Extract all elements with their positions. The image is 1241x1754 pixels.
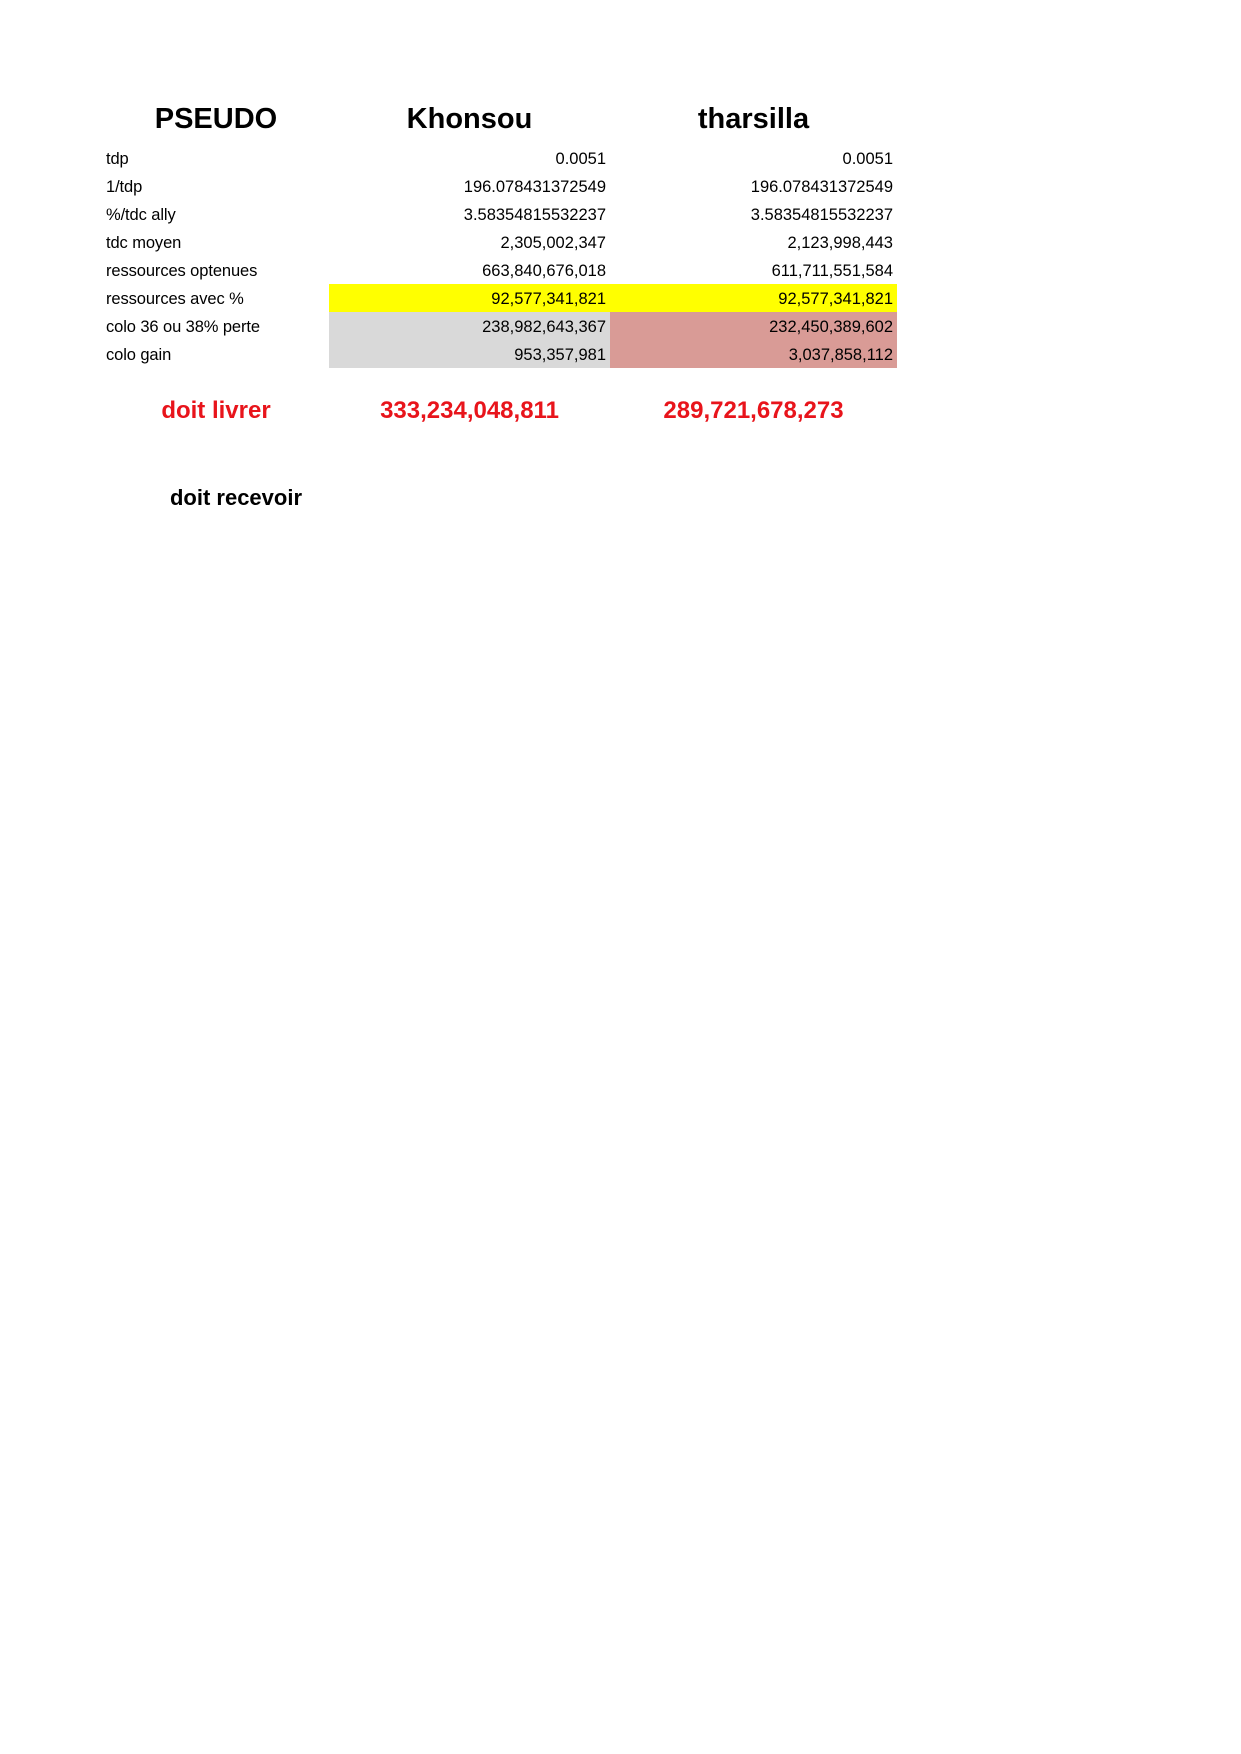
total-label-doit-livrer: doit livrer	[161, 397, 271, 424]
row-value-col2: 2,123,998,443	[787, 234, 893, 252]
row-label: ressources optenues	[106, 262, 258, 280]
row-value-col1: 0.0051	[555, 150, 606, 168]
table-row	[0, 228, 1241, 259]
label-doit-recevoir: doit recevoir	[169, 485, 303, 510]
row-value-col1: 953,357,981	[514, 346, 606, 364]
table-row	[0, 340, 1241, 371]
header-tharsilla: tharsilla	[697, 103, 810, 135]
row-value-col2: 196.078431372549	[750, 178, 893, 196]
table-row	[0, 200, 1241, 231]
total-value-col2: 289,721,678,273	[663, 397, 844, 424]
row-value-col2: 232,450,389,602	[769, 318, 893, 336]
row-label: 1/tdp	[106, 178, 143, 196]
row-label: colo gain	[106, 346, 172, 364]
row-value-col1: 663,840,676,018	[482, 262, 606, 280]
table-row	[0, 256, 1241, 287]
row-label: ressources avec %	[106, 290, 244, 308]
row-value-col2: 3.58354815532237	[750, 206, 893, 224]
row-label: colo 36 ou 38% perte	[106, 318, 260, 336]
header-khonsou: Khonsou	[406, 103, 533, 135]
table-row	[0, 284, 1241, 315]
row-label: tdc moyen	[106, 234, 182, 252]
row-value-col1: 3.58354815532237	[463, 206, 606, 224]
row-label: %/tdc ally	[106, 206, 176, 224]
header-pseudo: PSEUDO	[154, 103, 278, 135]
row-value-col2: 0.0051	[842, 150, 893, 168]
table-row	[0, 312, 1241, 343]
row-value-col1: 196.078431372549	[463, 178, 606, 196]
row-label: tdp	[106, 150, 129, 168]
table-row	[0, 144, 1241, 175]
row-value-col1: 2,305,002,347	[500, 234, 606, 252]
table-row	[0, 172, 1241, 203]
row-value-col1: 92,577,341,821	[491, 290, 606, 308]
row-value-col2: 611,711,551,584	[771, 262, 893, 280]
row-value-col2: 3,037,858,112	[788, 346, 893, 364]
total-value-col1: 333,234,048,811	[380, 397, 559, 424]
row-value-col1: 238,982,643,367	[482, 318, 606, 336]
row-value-col2: 92,577,341,821	[778, 290, 893, 308]
